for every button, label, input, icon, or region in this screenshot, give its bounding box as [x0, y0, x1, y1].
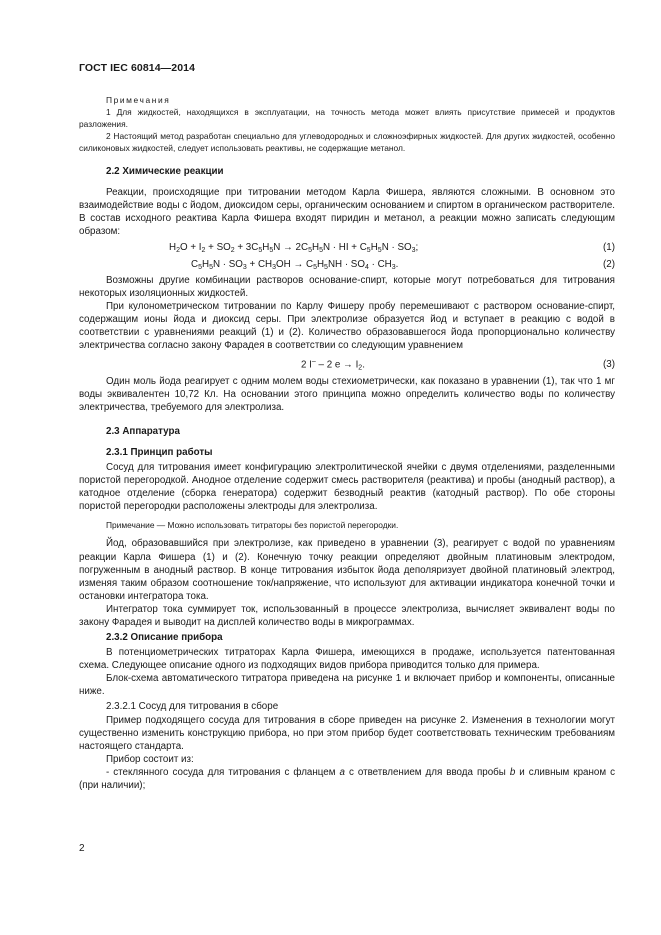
equation-number: (2): [603, 258, 615, 270]
notes-block: [79, 94, 615, 154]
paragraph: Реакции, происходящие при титровании методом Карла Фишера, являются сложными. В основном это взаимодействие воды с йодом, диоксидом серы, органическим основанием и спиртом в органическом растворителе. В состав исходного реактива Карла Фишера входят пиридин и метанол, а реакции можно записать следующим образом:: [79, 187, 615, 238]
note-item: 1 Для жидкостей, находящихся в эксплуатации, на точность метода может влиять присутствие примесей и продуктов разложения.: [79, 107, 615, 129]
section-heading: 2.2 Химические реакции: [106, 166, 224, 177]
equation-2: [79, 258, 615, 271]
equation-body: $C_5H_5N \cdot SO_3 + CH_3OH \to C_5H_5NH \cdot SO_4 \cdot CH_3$.: [191, 258, 399, 271]
paragraph: Пример подходящего сосуда для титрования в сборе приведен на рисунке 2. Изменения в технологии могут существенно изменить конструкцию прибора, но при этом прибор будет соответствовать техническим требованиям настоящего стандарта.: [79, 714, 615, 752]
paragraph: В потенциометрических титраторах Карла Фишера, имеющихся в продаже, используется патентованная схема. Следующее описание одного из подходящих видов прибора приводится только для примера.: [79, 647, 615, 672]
page-content: [79, 94, 615, 792]
paragraph: Йод, образовавшийся при электролизе, как приведено в уравнении (3), реагирует с водой по уравнениям реакции Карла Фишера (1) и (2). Конечную точку реакции определяют двойным платиновым электродом, погруженным в анодный раствор. В конце титрования избыток йода деполяризует двойной платиновый электрод, изменяя таким образом соотношение ток/напряжение, что используют для активации индикатора конечной точки и остановки интегратора тока.: [79, 538, 615, 602]
paragraph: Сосуд для титрования имеет конфигурацию электролитической ячейки с двумя отделениями, разделенными пористой перегородкой. Анодное отделение содержит смесь растворителя (реактива) и пробы (анодный раствор), а катодное отделение (сборка генератора) содержит безводный реактив (катодный раствор). По обе стороны пористой перегородки расположены электроды для электролиза.: [79, 462, 615, 513]
equation-number: (1): [603, 242, 615, 254]
section-heading: 2.3 Аппаратура: [106, 425, 180, 437]
note: Примечание — Можно использовать титраторы без пористой перегородки.: [106, 520, 399, 531]
paragraph: Прибор состоит из:: [106, 753, 194, 765]
notes-title: Примечания: [106, 95, 171, 105]
paragraph: Интегратор тока суммирует ток, использованный в процессе электролиза, вычисляет эквивалент воды по закону Фарадея и выводит на дисплей количество воды в микрограммах.: [79, 603, 615, 628]
list-item: - стеклянного сосуда для титрования с фланцем a с ответвлением для ввода пробы b и сливным краном c (при наличии);: [79, 767, 615, 792]
equation-1: [79, 241, 615, 254]
paragraph: Возможны другие комбинации растворов основание-спирт, которые могут потребоваться для титрования некоторых изоляционных жидкостей.: [79, 274, 615, 299]
equation-3: [79, 355, 615, 371]
page-number: 2: [79, 843, 85, 854]
equation-body: $H_2O + I_2 + SO_2 + 3C_5H_5N \to 2C_5H_5N$ · HI + $C_5H_5N \cdot SO_3$;: [169, 242, 419, 255]
subsection-heading: 2.3.1 Принцип работы: [106, 446, 213, 458]
subsection-heading: 2.3.2 Описание прибора: [106, 632, 223, 644]
document-header: ГОСТ IEC 60814—2014: [79, 62, 196, 74]
equation-body: 2 I– – 2 $e \to I_2$.: [301, 358, 365, 372]
paragraph: Блок-схема автоматического титратора приведена на рисунке 1 и включает прибор и компоненты, описанные ниже.: [79, 673, 615, 698]
paragraph: При кулонометрическом титровании по Карлу Фишеру пробу перемешивают с раствором основание-спирт, содержащим ионы йода и диоксид серы. При электролизе образуется йод и вступает в реакцию с водой в соответствии с уравнениями реакций (1) и (2). Количество образовавшегося йода пропорционально количеству электричества согласно закону Фарадея в соответствии со следующим уравнением: [79, 300, 615, 352]
note-item: 2 Настоящий метод разработан специально для углеводородных и сложноэфирных жидкостей. Для других жидкостей, особенно силиконовых жидкостей, следует использовать реактивы, не содержащие метанол.: [79, 131, 615, 153]
paragraph: Один моль йода реагирует с одним молем воды стехиометрически, как показано в уравнении (1), так что 1 мг воды эквивалентен 10,72 Кл. На основании этого принципа можно определить количество воды по количеству электричества, требуемого для электролиза.: [79, 375, 615, 413]
subsection-heading: 2.3.2.1 Сосуд для титрования в сборе: [106, 700, 279, 712]
equation-number: (3): [603, 359, 615, 371]
